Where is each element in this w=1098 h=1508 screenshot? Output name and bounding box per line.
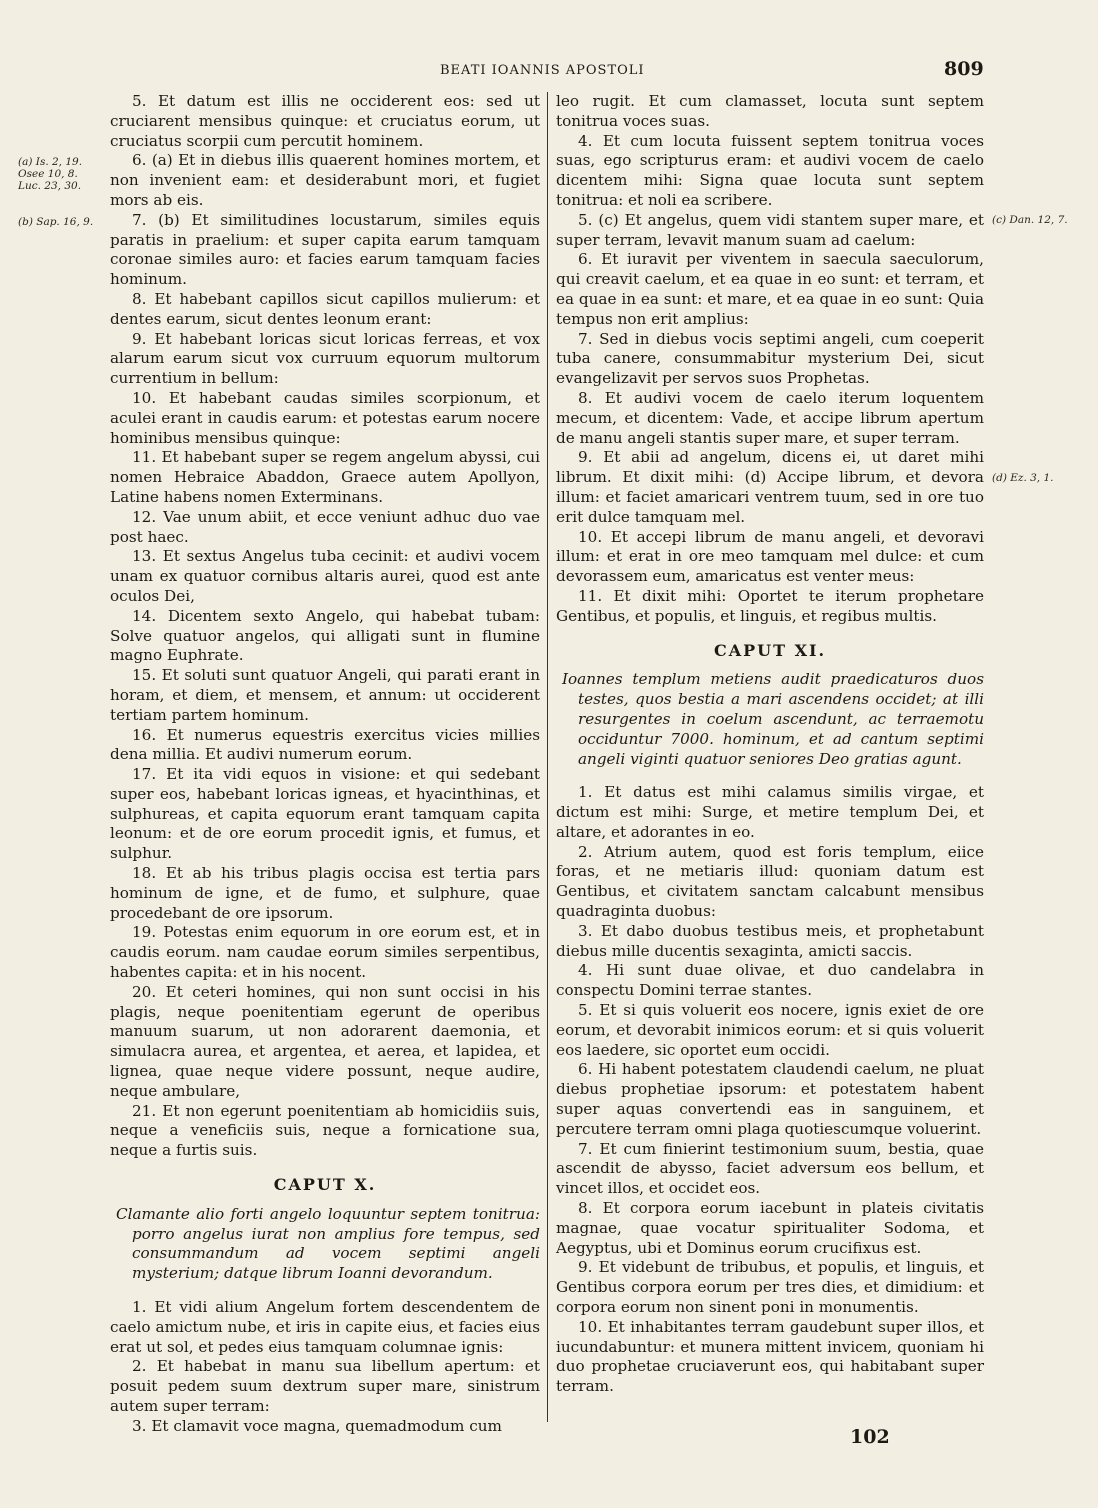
verse: 8. Et habebant capillos sicut capillos mulierum: et dentes earum, sicut dentes leonum erant: <box>110 289 540 328</box>
verse: 3. Et clamavit voce magna, quemadmodum cum <box>132 1416 502 1435</box>
verse: 9. Et videbunt de tribubus, et populis, et linguis, et Gentibus corpora eorum per tres dies, et dimidium: et corpora eorum non sinent poni in monumentis. <box>556 1258 984 1317</box>
verse: 10. Et inhabitantes terram gaudebunt super illos, et iucundabuntur: et munera mittent invicem, quoniam hi duo prophetae cruciaverunt eos, qui habitabant super terram. <box>556 1317 984 1396</box>
margin-note-d: (d) Ez. 3, 1. <box>992 472 1054 484</box>
verse: 8. Et audivi vocem de caelo iterum loquentem mecum, et dicentem: Vade, et accipe librum apertum de manu angeli stantis super mare, et super terram. <box>556 388 984 447</box>
left-column <box>110 92 540 1437</box>
right-column <box>556 92 984 1397</box>
verse: 21. Et non egerunt poenitentiam ab homicidiis suis, neque a veneficiis suis, neque a fornicatione sua, neque a furtis suis. <box>110 1101 540 1160</box>
verse: 10. Et habebant caudas similes scorpionum, et aculei erant in caudis earum: et potestas earum nocere hominibus mensibus quinque: <box>110 388 540 447</box>
running-title: BEATI IOANNIS APOSTOLI <box>440 63 645 78</box>
verse: 13. Et sextus Angelus tuba cecinit: et audivi vocem unam ex quatuor cornibus altaris aurei, quod est ante oculos Dei, <box>110 547 540 605</box>
verse: 1. Et vidi alium Angelum fortem descendentem de caelo amictum nube, et iris in capite eius, et facies eius erat ut sol, et pedes eius tamquam columnae ignis: <box>110 1298 540 1356</box>
caput-xi-heading: CAPUT XI. <box>713 640 827 660</box>
verse: 17. Et ita vidi equos in visione: et qui sedebant super eos, habebant loricas igneas, et hyacinthinas, et sulphureas, et capita equorum erant tamquam capita leonum: et de ore eorum procedit ignis, et fumus, et sulphur. <box>110 765 540 863</box>
verse: 15. Et soluti sunt quatuor Angeli, qui parati erant in horam, et diem, et mensem, et annum: ut occiderent tertiam partem hominum. <box>110 666 540 724</box>
verse: 11. Et habebant super se regem angelum abyssi, cui nomen Hebraice Abaddon, Graece autem Apollyon, Latine habens nomen Exterminans. <box>110 448 540 506</box>
verse: 4. Hi sunt duae olivae, et duo candelabra in conspectu Domini terrae stantes. <box>556 961 984 1000</box>
verse: 11. Et dixit mihi: Oportet te iterum prophetare Gentibus, et populis, et linguis, et regibus multis. <box>556 586 984 625</box>
verse: 5. (c) Et angelus, quem vidi stantem super mare, et super terram, levavit manum suam ad caelum: <box>556 210 984 249</box>
verse: 14. Dicentem sexto Angelo, qui habebat tubam: Solve quatuor angelos, qui alligati sunt in flumine magno Euphrate. <box>110 606 540 665</box>
verse: 7. Et cum finierint testimonium suum, bestia, quae ascendit de abysso, faciet adversum eos bellum, et vincet illos, et occidet eos. <box>556 1139 984 1198</box>
verse: 12. Vae unum abiit, et ecce veniunt adhuc duo vae post haec. <box>110 507 540 546</box>
verse: 20. Et ceteri homines, qui non sunt occisi in his plagis, neque poenitentiam egerunt de operibus manuum suarum, ut non adorarent daemonia, et simulacra aurea, et argentea, et aerea, et lapidea, et lignea, quae neque videre possunt, neque audire, neque ambulare, <box>110 982 540 1100</box>
caput-x-heading: CAPUT X. <box>273 1175 377 1195</box>
margin-note-c: (c) Dan. 12, 7. <box>992 214 1068 226</box>
verse: 8. Et corpora eorum iacebunt in plateis civitatis magnae, quae vocatur spiritualiter Sodoma, et Aegyptus, ubi et Dominus eorum crucifixus est. <box>556 1199 984 1257</box>
verse: 10. Et accepi librum de manu angeli, et devoravi illum: et erat in ore meo tamquam mel dulce: et cum devorassem eum, amaricatus est venter meus: <box>556 527 984 586</box>
caput-x-summary: Clamante alio forti angelo loquuntur septem tonitrua: porro angelus iurat non amplius fore tempus, sed consummandum ad vocem septimi angeli mysterium; datque librum Ioanni devorandum. <box>116 1204 540 1283</box>
page-number: 809 <box>944 58 984 80</box>
verse: 9. Et habebant loricas sicut loricas ferreas, et vox alarum earum sicut vox curruum equorum multorum currentium in bellum: <box>110 329 540 388</box>
verse: 6. Hi habent potestatem claudendi caelum, ne pluat diebus prophetiae ipsorum: et potestatem habent super aquas convertendi eas in sanguinem, et percutere terram omni plaga quotiescumque voluerint. <box>556 1060 984 1138</box>
verse: 1. Et datus est mihi calamus similis virgae, et dictum est mihi: Surge, et metire templum Dei, et altare, et adorantes in eo. <box>556 783 984 841</box>
margin-note-a: (a) Is. 2, 19. Osee 10, 8. Luc. 23, 30. <box>18 156 83 192</box>
verse: 5. Et datum est illis ne occiderent eos: sed ut cruciarent mensibus quinque: et cruciatus eorum, ut cruciatus scorpii cum percutit hominem. <box>110 92 540 150</box>
verse: 9. Et abii ad angelum, dicens ei, ut daret mihi librum. Et dixit mihi: (d) Accipe librum, et devora illum: et faciet amaricari ventrem tuum, sed in ore tuo erit dulce tamquam mel. <box>556 448 984 526</box>
margin-note-b: (b) Sap. 16, 9. <box>18 216 94 228</box>
verse: 7. (b) Et similitudines locustarum, similes equis paratis in praelium: et super capita earum tamquam coronae similes auro: et facies earum tamquam facies hominum. <box>110 210 540 289</box>
verse: 5. Et si quis voluerit eos nocere, ignis exiet de ore eorum, et devorabit inimicos eorum: et si quis voluerit eos laedere, sic oportet eum occidi. <box>556 1001 984 1059</box>
caput-xi-summary: Ioannes templum metiens audit praedicaturos duos testes, quos bestia a mari ascendens occidet; at illi resurgentes in coelum ascendunt, ac terraemotu occiduntur 7000. hominum, et ad cantum septimi angeli viginti quatuor seniores Deo gratias agunt. <box>562 670 984 768</box>
verse: 3. Et dabo duobus testibus meis, et prophetabunt diebus mille ducentis sexaginta, amicti saccis. <box>556 921 984 960</box>
verse: 2. Atrium autem, quod est foris templum, eiice foras, et ne metiaris illud: quoniam datum est Gentibus, et civitatem sanctam calcabunt mensibus quadraginta duobus: <box>556 842 984 921</box>
verse: 16. Et numerus equestris exercitus vicies millies dena millia. Et audivi numerum eorum. <box>110 725 540 764</box>
verse: 6. (a) Et in diebus illis quaerent homines mortem, et non invenient eam: et desiderabunt mori, et fugiet mors ab eis. <box>110 151 540 209</box>
verse: 18. Et ab his tribus plagis occisa est tertia pars hominum de igne, et de fumo, et sulphure, quae procedebant de ore ipsorum. <box>110 864 540 922</box>
verse: 6. Et iuravit per viventem in saecula saeculorum, qui creavit caelum, et ea quae in eo sunt: et terram, et ea quae in ea sunt: et mare, et ea quae in eo sunt: Quia tempus non erit amplius: <box>556 250 984 328</box>
column-divider <box>547 92 548 1422</box>
verse: 7. Sed in diebus vocis septimi angeli, cum coeperit tuba canere, consummabitur mysterium Dei, sicut evangelizavit per servos suos Prophetas. <box>556 329 984 388</box>
verse: 19. Potestas enim equorum in ore eorum est, et in caudis eorum. nam caudae eorum similes serpentibus, habentes capita: et in his nocent. <box>110 923 540 982</box>
verse: 4. Et cum locuta fuissent septem tonitrua voces suas, ego scripturus eram: et audivi vocem de caelo dicentem mihi: Signa quae locuta sunt septem tonitrua: et noli ea scribere. <box>556 131 984 209</box>
signature-number: 102 <box>850 1426 890 1448</box>
verse: 2. Et habebat in manu sua libellum apertum: et posuit pedem suum dextrum super mare, sinistrum autem super terram: <box>110 1357 540 1415</box>
verse: leo rugit. Et cum clamasset, locuta sunt septem tonitrua voces suas. <box>556 92 984 130</box>
